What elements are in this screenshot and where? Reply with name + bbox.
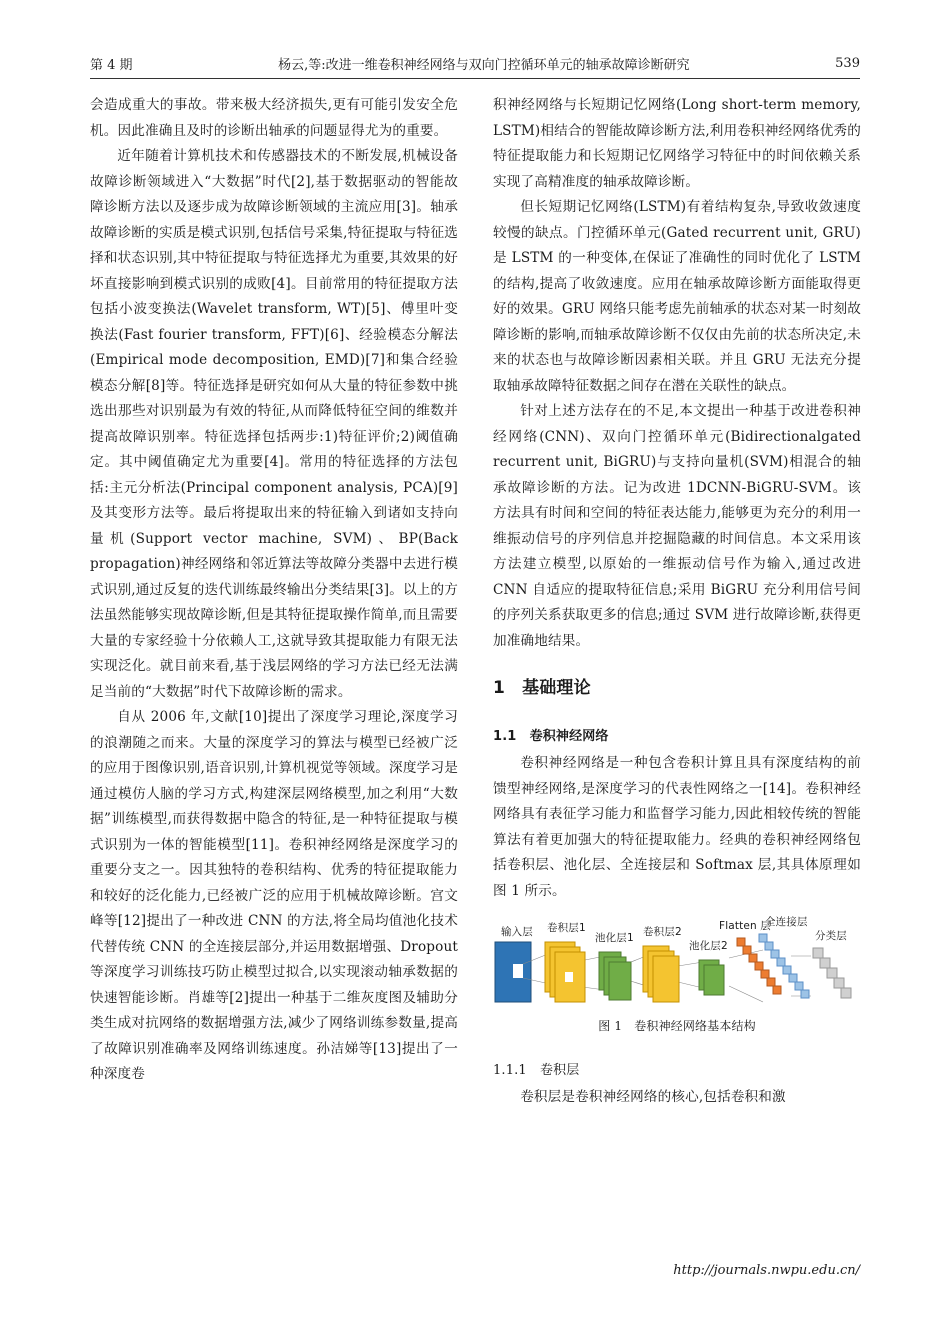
paragraph: 卷积神经网络是一种包含卷积计算且具有深度结构的前馈型神经网络,是深度学习的代表性网络之一[14]。卷积神经网络具有表征学习能力和监督学习能力,因此相较传统的智能算法有着更加强大的特征提取能力。经典的卷积神经网络包括卷积层、池化层、全连接层和 Softmax 层,其具体原理如图 1 所示。 [493,755,861,899]
conv2-stack [643,946,679,1002]
flatten-layer [737,938,781,994]
conv1-stack [545,942,585,1002]
pool1-stack [599,952,631,1000]
subsubsection-heading: 1.1.1 卷积层 [493,1062,580,1078]
paragraph: 近年随着计算机技术和传感器技术的不断发展,机械设备故障诊断领域进入“大数据”时代[2],基于数据驱动的智能故障诊断方法以及逐步成为故障诊断领域的主流应用[3]。轴承故障诊断的实质是模式识别,包括信号采集,特征提取与特征选择和状态识别,其中特征提取与特征选择尤为重要,其效果的好坏直接影响到模式识别的成败[4]。目前常用的特征提取方法包括小波变换法(Wavelet transform, WT)[5]、傅里叶变换法(Fast fourier transform, FFT)[6]、经验模态分解法(Empirical mode decomposition, EMD)[7]和集合经验模态分解[8]等。特征选择是研究如何从大量的特征参数中挑选出那些对识别最为有效的特征,从而降低特征空间的维数并提高故障识别率。特征选择包括两步:1)特征评价;2)阈值确定。其中阈值确定尤为重要[4]。常用的特征选择的方法包括:主元分析法(Principal component analysis, PCA)[9]及其变形方法等。最后将提取出来的特征输入到诸如支持向量机(Support vector machine, SVM)、BP(Back propagation)神经网络和邻近算法等故障分类器中去进行模式识别,通过反复的迭代训练最终输出分类结果[3]。以上的方法虽然能够实现故障诊断,但是其特征提取操作简单,而且需要大量的专家经验十分依赖人工,这就导致其提取能力有限无法实现泛化。就目前来看,基于浅层网络的学习方法已经无法满足当前的“大数据”时代下故障诊断的需求。 [90,148,458,700]
left-column [90,93,458,1088]
paragraph: 针对上述方法存在的不足,本文提出一种基于改进卷积神经网络(CNN)、双向门控循环单元(Bidirectionalgated recurrent unit, BiGRU)与支持向量机(SVM)相混合的轴承故障诊断的方法。记为改进 1DCNN-BiGRU-SVM。该方法具有时间和空间的特征表达能力,能够更为充分的利用一维振动信号的序列信息并挖掘隐藏的时间信息。本文采用该方法建立模型,以原始的一维振动信号作为输入,通过改进 CNN 自适应的提取特征信息;采用 BiGRU 充分利用信号间的序列关系获取更多的信息;通过 SVM 进行故障诊断,获得更加准确地结果。 [493,403,861,649]
label-pool2: 池化层2 [689,940,728,952]
issue-number: 第 4 期 [90,57,133,73]
paragraph: 自从 2006 年,文献[10]提出了深度学习理论,深度学习的浪潮随之而来。大量的深度学习的算法与模型已经被广泛的应用于图像识别,语音识别,计算机视觉等领域。深度学习是通过模仿人脑的学习方式,构建深层网络模型,加之利用“大数据”训练模型,而获得数据中隐含的特征,是一种特征提取与模式识别为一体的智能模型[11]。卷积神经网络是深度学习的重要分支之一。因其独特的卷积结构、优秀的特征提取能力和较好的泛化能力,已经被广泛的应用于机械故障诊断。宫文峰等[12]提出了一种改进 CNN 的方法,将全局均值池化技术代替传统 CNN 的全连接层部分,并运用数据增强、Dropout 等深度学习训练技巧防止模型过拟合,以实现滚动轴承数据的快速智能诊断。肖雄等[2]提出一种基于二维灰度图及辅助分类生成对抗网络的数据增强方法,减少了网络训练参数量,提高了故障识别准确率及网络训练速度。孙洁娣等[13]提出了一种深度卷 [90,709,458,1082]
page-number: 539 [835,55,860,71]
subsection-heading: 1.1 卷积神经网络 [493,728,609,744]
header-rule [90,78,860,79]
label-input: 输入层 [501,926,533,938]
running-title: 杨云,等:改进一维卷积神经网络与双向门控循环单元的轴承故障诊断研究 [278,57,690,73]
label-fc: 全连接层 [765,916,808,928]
label-cls: 分类层 [815,930,847,942]
cnn-structure-figure [493,916,861,1012]
fc-layer [759,934,809,998]
classification-layer [813,948,851,998]
page-header [90,52,860,74]
journal-url[interactable]: http://journals.nwpu.edu.cn/ [673,1263,860,1278]
right-column [493,93,861,1111]
figure-caption: 图 1 卷积神经网络基本结构 [598,1019,756,1033]
input-patch [513,964,523,978]
label-conv1: 卷积层1 [547,922,586,934]
label-flatten: Flatten 层 [719,920,771,932]
pool2-stack [699,960,724,995]
paragraph: 但长短期记忆网络(LSTM)有着结构复杂,导致收敛速度较慢的缺点。门控循环单元(Gated recurrent unit, GRU)是 LSTM 的一种变体,在保证了准确性的同时优化了 LSTM 的结构,提高了收敛速度。应用在轴承故障诊断方面能取得更好的效果。GRU 网络只能考虑先前轴承的状态对某一时刻故障诊断的影响,而轴承故障诊断不仅仅由先前的状态所决定,未来的状态也与故障诊断因素相关联。并且 GRU 无法充分提取轴承故障特征数据之间存在潜在关联性的缺点。 [493,199,861,394]
paragraph: 卷积层是卷积神经网络的核心,包括卷积和激 [520,1089,786,1105]
paragraph: 积神经网络与长短期记忆网络(Long short-term memory, LSTM)相结合的智能故障诊断方法,利用卷积神经网络优秀的特征提取能力和长短期记忆网络学习特征中的时间依赖关系实现了高精准度的轴承故障诊断。 [493,97,861,190]
section-heading: 1 基础理论 [493,678,591,698]
label-pool1: 池化层1 [595,932,634,944]
label-conv2: 卷积层2 [643,926,682,938]
paragraph: 会造成重大的事故。带来极大经济损失,更有可能引发安全危机。因此准确且及时的诊断出轴承的问题显得尤为的重要。 [90,97,458,139]
